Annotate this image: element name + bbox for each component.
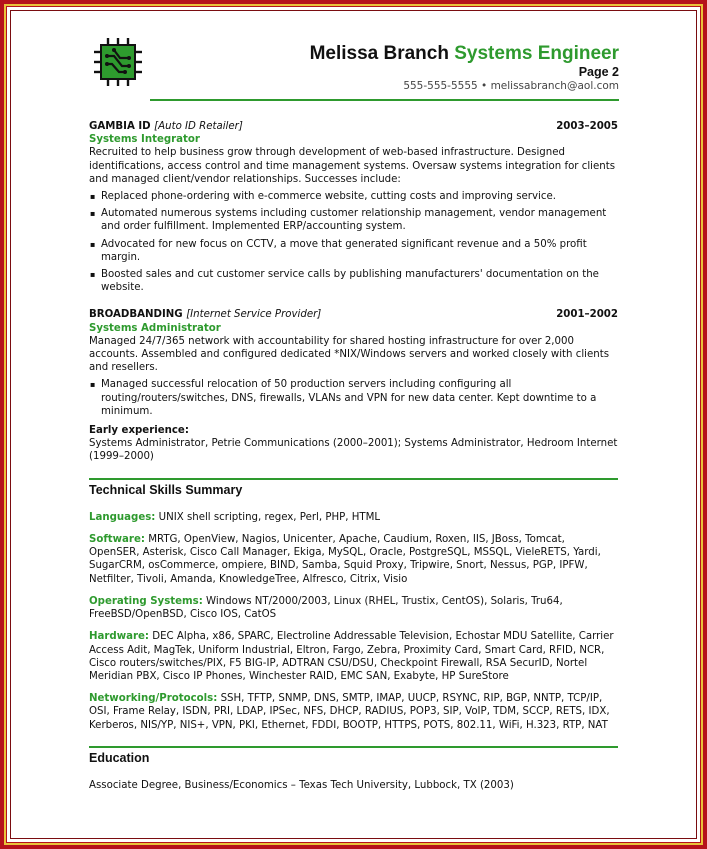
company (89, 308, 321, 321)
skill-text: UNIX shell scripting, regex, Perl, PHP, HTML (158, 511, 381, 523)
skill-label: Languages: (89, 511, 156, 523)
contact-info: 555-555-5555 • melissabranch@aol.com (403, 80, 619, 92)
job-role: Systems Integrator (89, 134, 200, 146)
job-entry (89, 308, 618, 463)
job-summary: Managed 24/7/365 network with accountability for shared hosting infrastructure for over 2,000 accounts. Assembled and configured dedicated *NIX/Windows servers and worked closely with clients and resellers. (89, 335, 610, 374)
job-role: Systems Administrator (89, 322, 221, 334)
circuit-chip-logo-icon (92, 36, 144, 88)
job-entry (89, 120, 618, 294)
company (89, 120, 243, 133)
skill-label: Software: (89, 534, 145, 546)
page-number: Page 2 (578, 65, 619, 79)
candidate-title: Systems Engineer (454, 43, 619, 64)
job-header (89, 120, 618, 133)
skill-text: SSH, TFTP, SNMP, DNS, SMTP, IMAP, UUCP, RSYNC, RIP, BGP, NNTP, TCP/IP, OSI, Frame Relay, ISDN, PRI, LDAP, IPSec, NFS, DHCP, RADIUS, POP3, SIP, VoIP, TDM, SCCP, RETS, IDX, Kerberos, NIS/YP, NIS+, VPN, PKI, Ethernet, FDDI, BOOTP, HTTPS, POTS, 802.11, WiFi, H.323, RTP, NAT (89, 693, 610, 731)
candidate-name: Melissa Branch (309, 43, 449, 64)
skill-label: Hardware: (89, 631, 150, 643)
job-bullet: ▪ Managed successful relocation of 50 production servers including configuring all routing/routers/switches, DNS, firewalls, VLANs and VPN for new data center. Kept downtime to a minimum. (89, 378, 618, 418)
education-heading: Education (89, 746, 618, 771)
education-text: Associate Degree, Business/Economics – Texas Tech University, Lubbock, TX (2003) (89, 779, 514, 791)
company-desc: [Auto ID Retailer] (154, 121, 243, 132)
job-dates: 2001–2002 (556, 309, 618, 321)
skill-row (89, 511, 618, 524)
skill-row (89, 533, 618, 586)
company-desc: [Internet Service Provider] (186, 309, 322, 321)
name-title-line (310, 43, 619, 65)
skill-label: Networking/Protocols: (89, 693, 218, 705)
company-name: BROADBANDING (89, 309, 183, 321)
resume-content (89, 120, 618, 792)
skill-label: Operating Systems: (89, 595, 203, 607)
job-bullets (89, 190, 618, 294)
job-bullets (89, 378, 618, 418)
skill-row (89, 692, 618, 732)
job-bullet: ▪ Boosted sales and cut customer service calls by publishing manufacturers' documentation on the website. (89, 268, 618, 294)
company-name: GAMBIA ID (89, 121, 151, 132)
header-divider (150, 99, 619, 101)
skill-row (89, 595, 618, 621)
skill-text: DEC Alpha, x86, SPARC, Electroline Addressable Television, Echostar MDU Satellite, Carrier Access Adit, MagTek, Uniform Industrial, Eltron, Fargo, Zebra, Proximity Card, Smart Card, RFID, NCR, Cisco routers/switches/PIX, F5 BIG-IP, ADTRAN CSU/DSU, Checkpoint Firewall, RSA SecurID, Nortel Meridian PBX, Cisco IP Phones, Winchester RAID, EMC SAN, Exabyte, HP SureStore (89, 631, 614, 682)
job-bullet: ▪ Automated numerous systems including customer relationship management, vendor management and order fulfillment. Implemented ERP/accounting system. (89, 207, 618, 233)
skill-text: Windows NT/2000/2003, Linux (RHEL, Trustix, CentOS), Solaris, Tru64, FreeBSD/OpenBSD, Cisco IOS, CatOS (89, 595, 563, 621)
early-experience-title: Early experience: (89, 425, 189, 437)
job-bullet: ▪ Replaced phone-ordering with e-commerce website, cutting costs and improving service. (89, 190, 618, 203)
job-dates: 2003–2005 (556, 121, 618, 132)
skills-heading: Technical Skills Summary (89, 478, 618, 503)
job-header (89, 308, 618, 321)
job-bullet: ▪ Advocated for new focus on CCTV, a move that generated significant revenue and a 50% profit margin. (89, 238, 618, 264)
skill-row (89, 630, 618, 683)
job-summary: Recruited to help business grow through development of web-based infrastructure. Designed identifications, access control and time management systems. Oversaw systems integration for clients and managed client/vendor relationships. Successes include: (89, 147, 616, 185)
early-experience-text: Systems Administrator, Petrie Communications (2000–2001); Systems Administrator, Hedroom Internet (1999–2000) (89, 438, 618, 463)
skill-text: MRTG, OpenView, Nagios, Unicenter, Apache, Caudium, Roxen, IIS, JBoss, Tomcat, OpenSER, Asterisk, Cisco Call Manager, Ekiga, MySQL, Oracle, PostgreSQL, MSSQL, VieleRETS, Yardi, SugarCRM, osCommerce, ompiere, BIND, Samba, Squid Proxy, Tripwire, Snort, Nessus, PGP, IPFW, Netfilter, Tivoli, Amanda, KnowledgeTree, Alfresco, Citrix, Visio (89, 534, 601, 585)
